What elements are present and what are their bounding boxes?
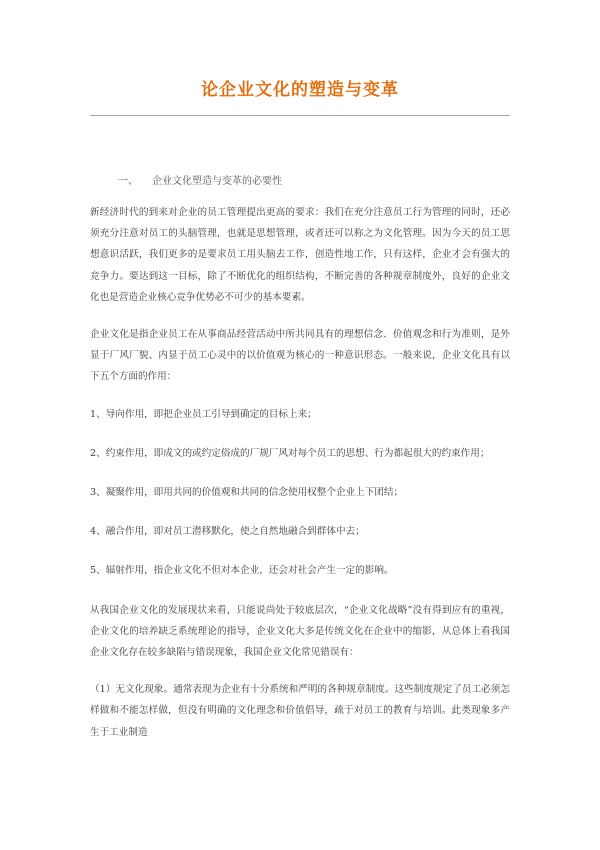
section-heading — [118, 172, 282, 187]
function-item: 1、导向作用，即把企业员工引导到确定的目标上来； — [90, 408, 317, 420]
function-item: 5、辐射作用，指企业文化不但对本企业，还会对社会产生一定的影响。 — [90, 565, 394, 577]
function-item: 4、融合作用，即对员工潜移默化，使之自然地融合到群体中去； — [90, 526, 365, 538]
paragraph: 新经济时代的到来对企业的员工管理提出更高的要求：我们在充分注意员工行为管理的同时，还必须充分注意对员工的头脑管理，也就是思想管理，或者还可以称之为文化管理。因为今天的员工思想意识活跃，我们更多的是要求员工用头脑去工作，创造性地工作，只有这样，企业才会有强大的竞争力。要达到这一目标，除了不断优化的组织结构，不断完善的各种规章制度外，良好的企业文化也是营造企业核心竞争优势必不可少的基本要素。 — [90, 207, 510, 303]
paragraph: （1）无文化现象。通常表现为企业有十分系统和严明的各种规章制度。这些制度规定了员工必须怎样做和不能怎样做，但没有明确的文化理念和价值倡导，疏于对员工的教育与培训。此类现象多产生于工业制造 — [90, 684, 510, 738]
section-number: 一、 — [118, 176, 138, 187]
function-item: 2、约束作用，即成文的或约定俗成的厂规厂风对每个员工的思想、行为都起很大的约束作用； — [90, 447, 490, 459]
section-heading-text: 企业文化塑造与变革的必要性 — [152, 176, 282, 187]
paragraph: 企业文化是指企业员工在从事商品经营活动中所共同具有的理想信念、价值观念和行为准则，是外显于厂风厂貌、内显于员工心灵中的以价值观为核心的一种意识形态。一般来说，企业文化具有以下五个方面的作用： — [90, 329, 510, 383]
title-divider — [90, 115, 510, 116]
function-item: 3、凝聚作用，即用共同的价值观和共同的信念使用权整个企业上下团结； — [90, 487, 404, 499]
paragraph: 从我国企业文化的发展现状来看，只能说尚处于较底层次，“企业文化战略”没有得到应有的重视，企业文化的培养缺乏系统理论的指导，企业文化大多是传统文化在企业中的缩影，从总体上看我国企业文化存在较多缺陷与错误现象，我国企业文化常见错误有： — [90, 604, 510, 659]
document-body — [90, 202, 510, 759]
document-title: 论企业文化的塑造与变革 — [201, 80, 399, 100]
